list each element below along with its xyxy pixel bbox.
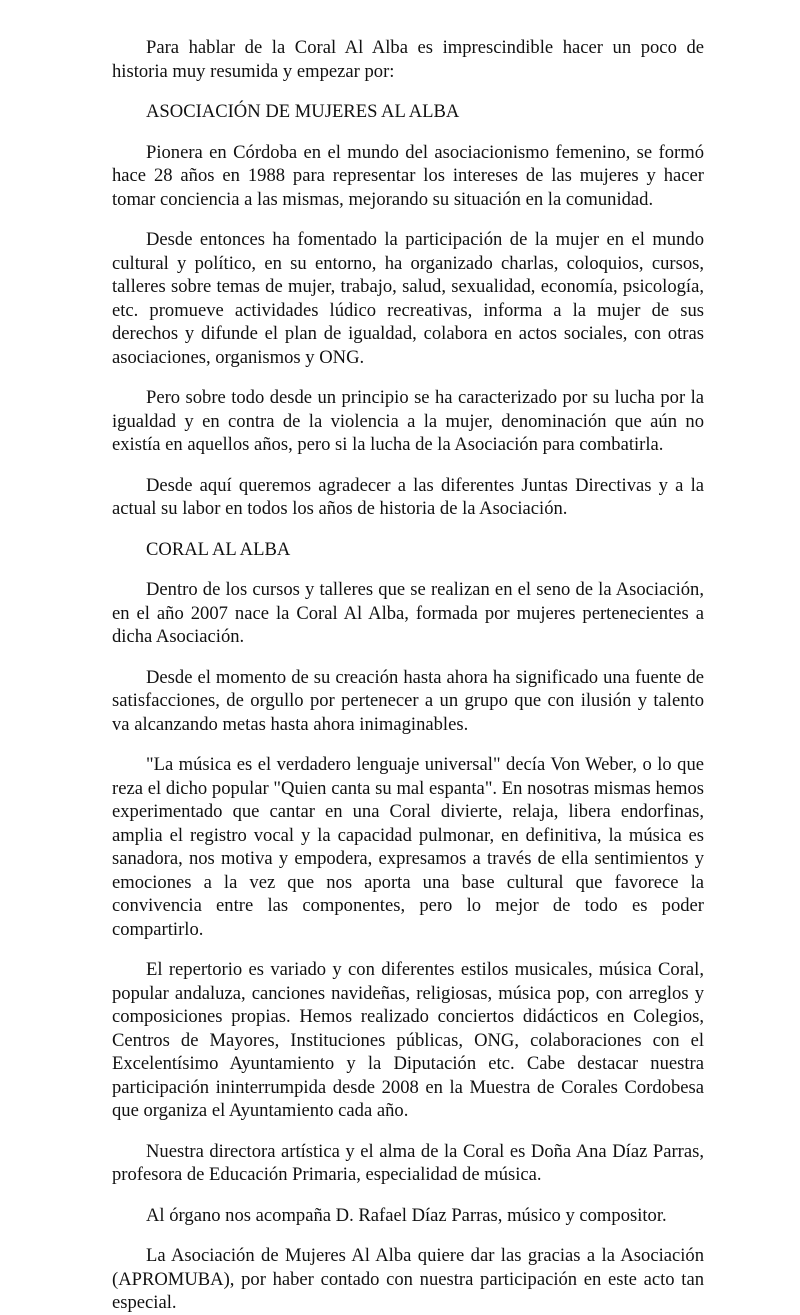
section-heading-asociacion: ASOCIACIÓN DE MUJERES AL ALBA xyxy=(146,101,460,122)
asociacion-equality-paragraph: Pero sobre todo desde un principio se ha caracterizado por su lucha por la igualdad y en contra de la violencia a la mujer, denominación que aún no existía en aquellos años, pero si la lucha de la Asociación para combatirla. xyxy=(112,387,704,455)
coral-organ-paragraph: Al órgano nos acompaña D. Rafael Díaz Parras, músico y compositor. xyxy=(146,1204,667,1226)
asociacion-history-paragraph: Pionera en Córdoba en el mundo del asociacionismo femenino, se formó hace 28 años en 1988 para representar los intereses de las mujeres y hacer tomar conciencia a las mismas, mejorando su situación en la comunidad. xyxy=(112,141,704,210)
closing-thanks-paragraph: La Asociación de Mujeres Al Alba quiere dar las gracias a la Asociación (APROMUBA), por haber contado con nuestra participación en este acto tan especial. xyxy=(112,1245,704,1313)
section-heading-coral: CORAL AL ALBA xyxy=(146,538,291,560)
intro-paragraph: Para hablar de la Coral Al Alba es imprescindible hacer un poco de historia muy resumida y empezar por: xyxy=(112,37,704,82)
coral-repertoire-paragraph: El repertorio es variado y con diferentes estilos musicales, música Coral, popular andaluza, canciones navideñas, religiosas, música pop, con arreglos y composiciones propias. Hemos realizado conciertos didácticos en Colegios, Centros de Mayores, Instituciones públicas, ONG, colaboraciones con el Excelentísimo Ayuntamiento y la Diputación etc. Cabe destacar nuestra participación ininterrumpida desde 2008 en la Muestra de Corales Cordobesa que organiza el Ayuntamiento cada año. xyxy=(112,959,704,1121)
coral-origin-paragraph: Dentro de los cursos y talleres que se realizan en el seno de la Asociación, en el año 2007 nace la Coral Al Alba, formada por mujeres pertenecientes a dicha Asociación. xyxy=(112,579,704,647)
asociacion-thanks-paragraph: Desde aquí queremos agradecer a las diferentes Juntas Directivas y a la actual su labor en todos los años de historia de la Asociación. xyxy=(112,474,704,519)
asociacion-activities-paragraph: Desde entonces ha fomentado la participación de la mujer en el mundo cultural y político, en su entorno, ha organizado charlas, coloquios, cursos, talleres sobre temas de mujer, trabajo, salud, sexualidad, economía, psicología, etc. promueve actividades lúdico recreativas, informa a la mujer de sus derechos y difunde el plan de igualdad, colabora en actos sociales, con otras asociaciones, organismos y ONG. xyxy=(112,229,704,368)
coral-director-paragraph: Nuestra directora artística y el alma de la Coral es Doña Ana Díaz Parras, profesora de Educación Primaria, especialidad de música. xyxy=(112,1140,704,1185)
coral-satisfaction-paragraph: Desde el momento de su creación hasta ahora ha significado una fuente de satisfacciones, de orgullo por pertenecer a un grupo que con ilusión y talento va alcanzando metas hasta ahora inimaginables. xyxy=(112,666,704,735)
coral-music-paragraph: "La música es el verdadero lenguaje universal" decía Von Weber, o lo que reza el dicho popular "Quien canta su mal espanta". En nosotras mismas hemos experimentado que cantar en una Coral divierte, relaja, libera endorfinas, amplia el registro vocal y la capacidad pulmonar, en definitiva, la música es sanadora, nos motiva y empodera, expresamos a través de ella sentimientos y emociones a la vez que nos aporta una base cultural que favorece la convivencia entre las componentes, pero lo mejor de todo es poder compartirlo. xyxy=(112,754,704,940)
